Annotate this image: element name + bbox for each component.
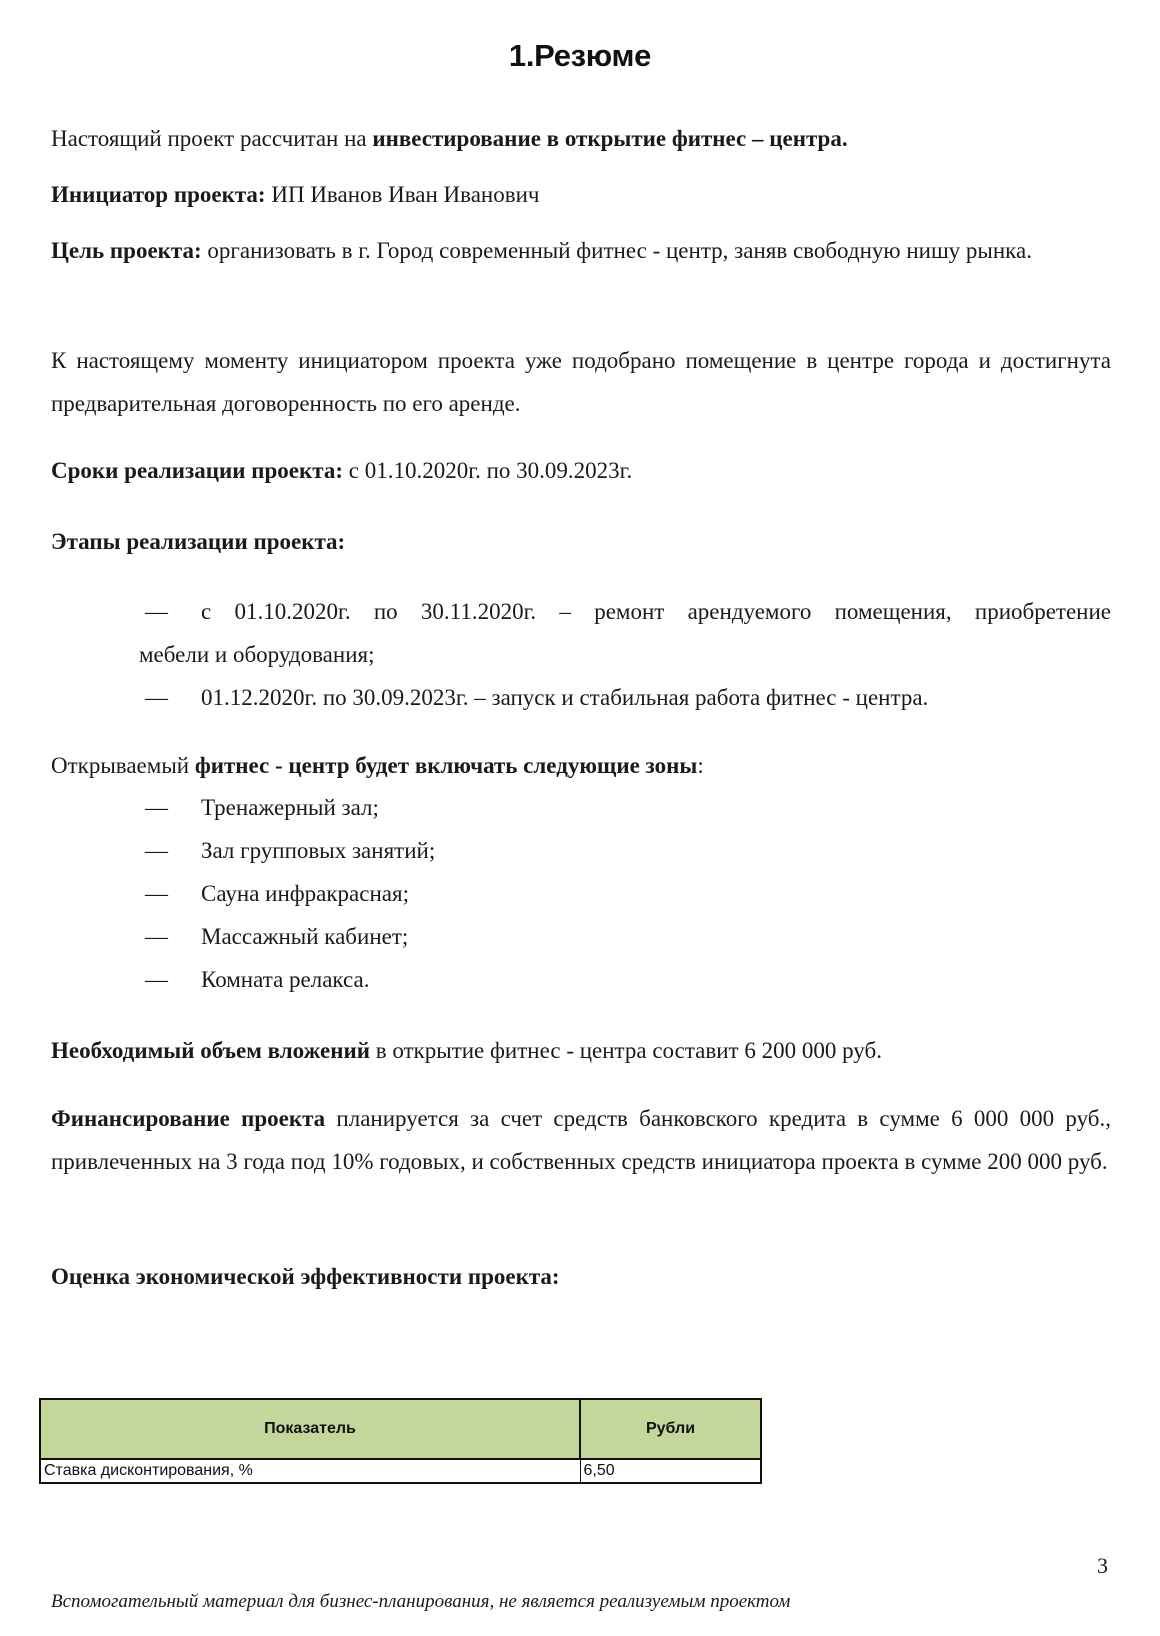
zones-colon: :: [697, 753, 704, 778]
dash-marker: —: [145, 924, 168, 949]
zone-1: Тренажерный зал;: [201, 795, 379, 820]
stages-heading: Этапы реализации проекта:: [51, 529, 346, 554]
paragraph-financing: [51, 1097, 1111, 1183]
dash-marker: —: [145, 685, 168, 710]
timeline-label: Сроки реализации проекта:: [51, 458, 344, 483]
paragraph-initiator: [51, 173, 1111, 217]
list-item: [51, 915, 1111, 958]
stage-1-line1: с 01.10.2020г. по 30.11.2020г. – ремонт арендуемого помещения, приобретение: [201, 599, 1111, 624]
goal-text: организовать в г. Город современный фитнес - центр, заняв свободную нишу рынка.: [201, 238, 1032, 263]
intro-text: Настоящий проект рассчитан на: [51, 126, 373, 151]
paragraph-stages-heading: [51, 520, 1111, 564]
financing-text: планируется за счет средств банковского кредита в сумме 6 000 000 руб., привлеченных на 3 года под 10% годовых, и собственных средств инициатора проекта в сумме 200 000 руб.: [51, 1106, 1112, 1174]
paragraph-zones-heading: [51, 744, 1111, 788]
paragraph-investment: [51, 1029, 1111, 1073]
list-item: [51, 786, 1111, 829]
dash-marker: —: [145, 599, 168, 624]
zone-3: Сауна инфракрасная;: [201, 881, 409, 906]
page-number: 3: [1097, 1553, 1108, 1578]
timeline-value: с 01.10.2020г. по 30.09.2023г.: [343, 458, 633, 483]
premises-text: К настоящему моменту инициатором проекта уже подобрано помещение в центре города и достигнута предварительная договоренность по его аренде.: [51, 348, 1111, 416]
paragraph-goal: [51, 229, 1111, 272]
stages-list: [51, 590, 1111, 719]
intro-bold: инвестирование в открытие фитнес – центра.: [372, 126, 848, 151]
dash-marker: —: [145, 838, 168, 863]
zone-2: Зал групповых занятий;: [201, 838, 436, 863]
efficiency-heading: Оценка экономической эффективности проекта:: [51, 1264, 560, 1289]
stage-2-text: 01.12.2020г. по 30.09.2023г. – запуск и стабильная работа фитнес - центра.: [201, 685, 929, 710]
efficiency-table: [39, 1398, 762, 1484]
table-cell-value: 6,50: [580, 1459, 761, 1483]
stage-1-line2: мебели и оборудования;: [139, 642, 375, 667]
investment-text: в открытие фитнес - центра составит 6 200 000 руб.: [369, 1038, 882, 1063]
table-row: [40, 1459, 761, 1483]
list-item: [51, 676, 1111, 719]
table-header-rubles: Рубли: [580, 1399, 761, 1459]
paragraph-premises: [51, 339, 1111, 425]
list-item: [51, 872, 1111, 915]
dash-marker: —: [145, 967, 168, 992]
table-header-indicator: Показатель: [40, 1399, 580, 1459]
list-item: [51, 829, 1111, 872]
dash-marker: —: [145, 881, 168, 906]
zone-4: Массажный кабинет;: [201, 924, 409, 949]
dash-marker: —: [145, 795, 168, 820]
footer-disclaimer: Вспомогательный материал для бизнес-планирования, не является реализуемым проектом: [51, 1591, 791, 1612]
page-title: 1.Резюме: [508, 38, 652, 73]
zones-intro: Открываемый: [51, 753, 195, 778]
paragraph-intro: [51, 117, 1111, 161]
financing-label: Финансирование проекта: [51, 1106, 326, 1131]
paragraph-timeline: [51, 449, 1111, 493]
initiator-value: ИП Иванов Иван Иванович: [265, 182, 540, 207]
zones-bold: фитнес - центр будет включать следующие зоны: [194, 753, 698, 778]
paragraph-efficiency-heading: [51, 1255, 1111, 1299]
goal-label: Цель проекта:: [51, 238, 202, 263]
table-header-row: [40, 1399, 761, 1459]
list-item: [51, 958, 1111, 1001]
table-cell-label: Ставка дисконтирования, %: [40, 1459, 580, 1483]
list-item: [51, 590, 1111, 633]
zones-list: [51, 786, 1111, 1001]
initiator-label: Инициатор проекта:: [51, 182, 266, 207]
zone-5: Комната релакса.: [201, 967, 370, 992]
investment-label: Необходимый объем вложений: [51, 1038, 370, 1063]
